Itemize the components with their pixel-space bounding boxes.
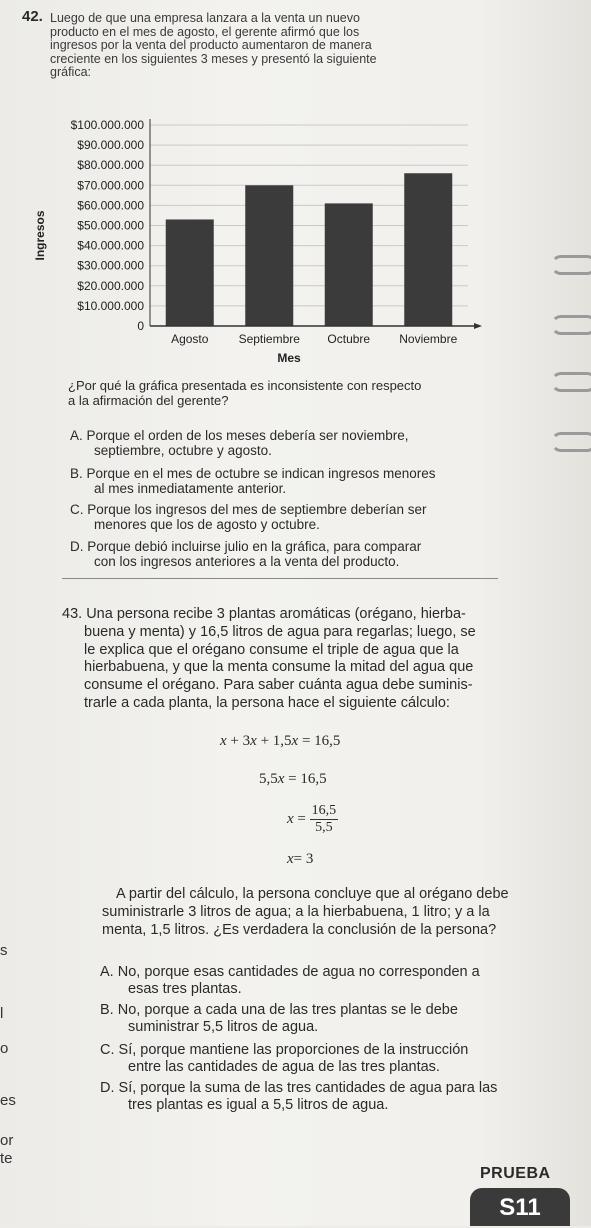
bar-agosto <box>166 219 214 326</box>
option-42-d[interactable] <box>70 539 510 569</box>
option-42-a[interactable] <box>70 428 510 458</box>
prompt-line: ¿Por qué la gráfica presentada es inconsistente con respecto <box>68 378 422 393</box>
option-text: tres plantas es igual a 5,5 litros de agua. <box>128 1097 389 1113</box>
binder-ring <box>551 432 591 452</box>
stem-line: consume el orégano. Para saber cuánta agua debe suminis- <box>84 677 473 694</box>
option-text: entre las cantidades de agua de las tres plantas. <box>128 1059 440 1075</box>
x-tick-label: Septiembre <box>238 332 300 346</box>
option-text: Porque el orden de los meses debería ser noviembre, <box>86 428 409 443</box>
option-text: con los ingresos anteriores a la venta del producto. <box>94 554 400 569</box>
margin-fragment: l <box>0 1005 4 1022</box>
option-text: Sí, porque la suma de las tres cantidades de agua para las <box>118 1080 498 1096</box>
bar-noviembre <box>404 173 452 326</box>
conclusion-line: suministrarle 3 litros de agua; a la hierbabuena, 1 litro; y a la <box>102 904 490 920</box>
binder-ring <box>551 255 591 275</box>
fraction-denominator: 5,5 <box>315 820 333 835</box>
y-tick-label: $30.000.000 <box>77 258 144 273</box>
option-text: septiembre, octubre y agosto. <box>94 443 272 458</box>
stem-line: ingresos por la venta del producto aumentaron de manera <box>50 38 372 52</box>
footer-code-tab: S11 <box>470 1188 570 1226</box>
equation-rhs: = 16,5 <box>301 733 341 749</box>
equation-line-3: x = $\frac{16,5}{5,5}$ <box>287 803 337 835</box>
option-text: Porque los ingresos del mes de septiembre deberían ser <box>87 502 427 517</box>
margin-fragment: s <box>0 942 8 959</box>
x-tick-label: Octubre <box>327 332 371 346</box>
conclusion-line: menta, 1,5 litros. ¿Es verdadera la conclusión de la persona? <box>102 922 497 938</box>
option-43-c[interactable] <box>100 1042 560 1076</box>
bar-octubre <box>325 203 373 326</box>
y-axis-title: Ingresos <box>33 210 47 261</box>
x-axis-arrow <box>474 323 482 329</box>
option-43-d[interactable] <box>100 1080 560 1114</box>
binder-ring <box>551 372 591 392</box>
option-letter: A. <box>100 964 114 980</box>
y-tick-label: $20.000.000 <box>77 278 144 293</box>
option-text: No, porque a cada una de las tres plantas se le debe <box>117 1002 458 1018</box>
option-text: No, porque esas cantidades de agua no corresponden a <box>117 964 480 980</box>
stem-line: buena y menta) y 16,5 litros de agua para regarlas; luego, se <box>84 623 476 640</box>
question-number-43: 43. <box>62 606 83 622</box>
equation-coef: 5,5 <box>259 771 278 787</box>
option-text: esas tres plantas. <box>128 981 242 997</box>
equation-line-4: x= 3 <box>287 851 314 867</box>
equation-line-1: x + 3x + 1,5x = 16,5 <box>220 733 341 749</box>
y-tick-label: 0 <box>137 319 144 333</box>
bar-septiembre <box>245 185 293 326</box>
option-43-b[interactable] <box>100 1002 560 1036</box>
option-42-b[interactable] <box>70 466 510 496</box>
stem-line: creciente en los siguientes 3 meses y presentó la siguiente <box>50 51 377 66</box>
section-divider <box>62 578 498 579</box>
question-42-prompt <box>68 378 498 408</box>
option-text: al mes inmediatamente anterior. <box>94 481 287 496</box>
margin-fragment: o <box>0 1040 9 1057</box>
x-axis-title: Mes <box>277 351 301 365</box>
option-letter: B. <box>70 466 83 481</box>
option-letter: A. <box>70 428 83 443</box>
y-tick-label: $100.000.000 <box>70 118 144 132</box>
x-tick-label: Agosto <box>171 332 209 346</box>
option-letter: B. <box>100 1002 114 1018</box>
prompt-line: a la afirmación del gerente? <box>68 393 229 408</box>
equation-rhs: = 16,5 <box>288 771 327 787</box>
x-tick-label: Noviembre <box>399 332 458 346</box>
option-letter: C. <box>70 502 84 517</box>
option-text: suministrar 5,5 litros de agua. <box>128 1019 319 1035</box>
binder-ring <box>551 315 591 335</box>
stem-line: trarle a cada planta, la persona hace el siguiente cálculo: <box>84 694 450 711</box>
footer-label: PRUEBA <box>480 1165 551 1182</box>
option-42-c[interactable] <box>70 502 510 532</box>
option-text: Sí, porque mantiene las proporciones de la instrucción <box>118 1042 469 1058</box>
equation-line-2: 5,5x = 16,5 <box>259 771 327 787</box>
y-tick-label: $90.000.000 <box>77 138 144 153</box>
question-number-42: 42. <box>22 8 43 25</box>
stem-line: producto en el mes de agosto, el gerente afirmó que los <box>50 24 360 39</box>
y-tick-label: $60.000.000 <box>77 198 144 213</box>
stem-line: gráfica: <box>50 65 91 79</box>
y-tick-label: $80.000.000 <box>77 158 144 173</box>
y-tick-label: $10.000.000 <box>77 298 144 313</box>
chart-bars <box>166 173 453 326</box>
y-axis-tick-labels <box>71 118 145 333</box>
option-text: menores que los de agosto y octubre. <box>94 517 320 532</box>
income-bar-chart <box>30 105 490 373</box>
option-text: Porque debió incluirse julio en la gráfica, para comparar <box>87 539 422 554</box>
equation-rhs: = 3 <box>293 851 314 867</box>
stem-line: Una persona recibe 3 plantas aromáticas (orégano, hierba- <box>86 606 466 622</box>
option-letter: D. <box>100 1080 115 1096</box>
stem-line: le explica que el orégano consume el triple de agua que la <box>84 641 459 658</box>
y-tick-label: $40.000.000 <box>77 238 144 253</box>
margin-fragment: or <box>0 1132 14 1149</box>
x-axis-tick-labels <box>171 332 458 346</box>
question-42-stem <box>50 12 460 80</box>
option-text: Porque en el mes de octubre se indican ingresos menores <box>86 466 436 481</box>
stem-line: Luego de que una empresa lanzara a la venta un nuevo <box>50 11 360 25</box>
fraction-numerator: 16,5 <box>311 803 337 818</box>
margin-fragment: te <box>0 1150 13 1167</box>
margin-fragment: es <box>0 1092 16 1109</box>
stem-line: hierbabuena, y que la menta consume la mitad del agua que <box>84 659 474 676</box>
fraction <box>310 803 339 836</box>
question-43-conclusion <box>102 885 552 939</box>
question-43-stem <box>62 606 522 713</box>
option-43-a[interactable] <box>100 964 560 998</box>
y-tick-label: $50.000.000 <box>77 218 144 233</box>
option-letter: D. <box>70 539 84 554</box>
option-letter: C. <box>100 1042 115 1058</box>
conclusion-line: A partir del cálculo, la persona concluye que al orégano debe <box>116 886 509 902</box>
y-tick-label: $70.000.000 <box>77 178 144 193</box>
